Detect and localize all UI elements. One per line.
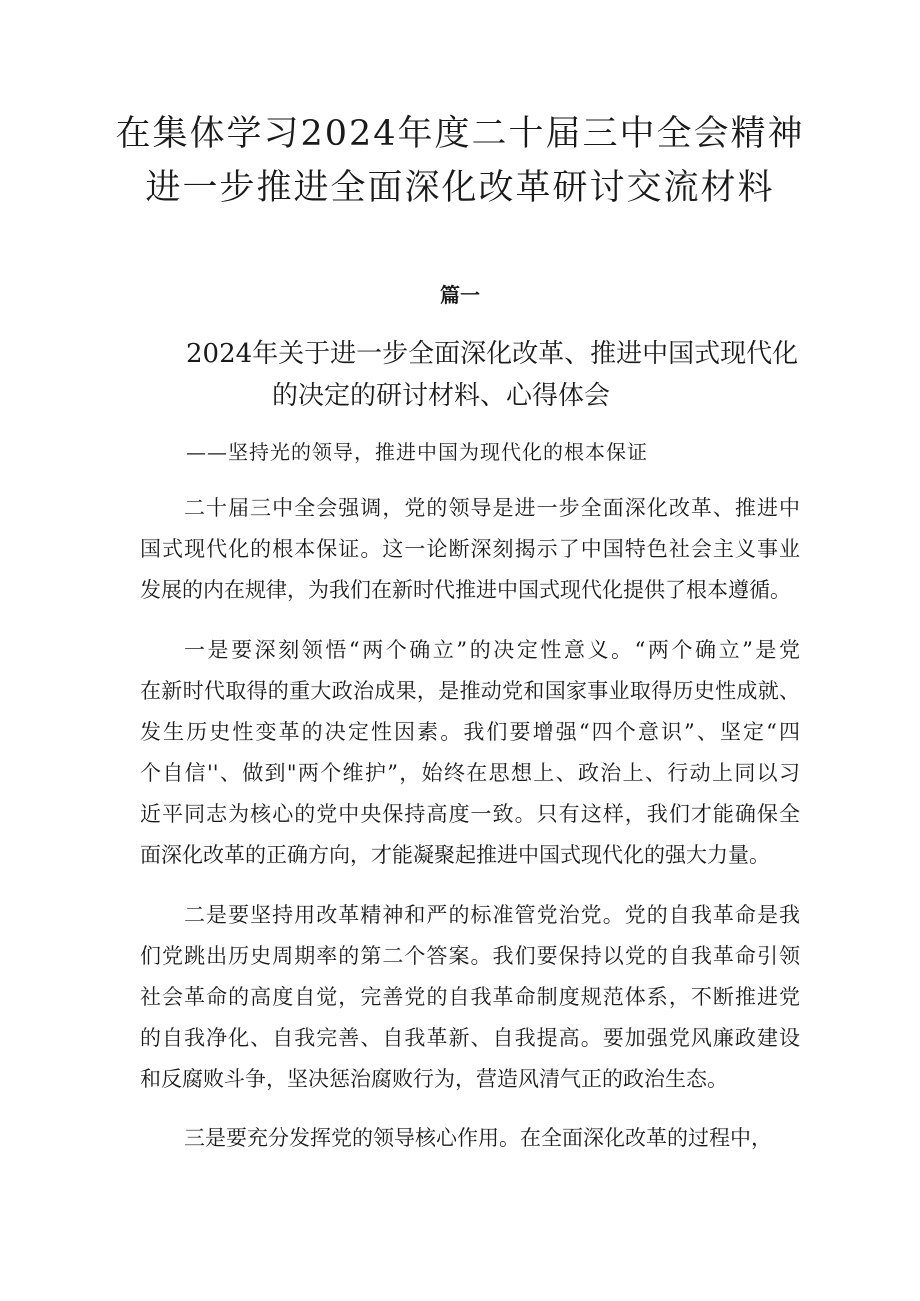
paragraph-line: 一是要深刻领悟“两个确立”的决定性意义。“两个确立”是党 [184,638,800,662]
paragraph-line: 社会革命的高度自觉，完善党的自我革命制度规范体系，不断推进党 [140,985,800,1009]
paragraph-line: 面深化改革的正确方向，才能凝聚起推进中国式现代化的强大力量。 [140,843,770,867]
paragraph-line: 和反腐败斗争，坚决惩治腐败行为，营造风清气正的政治生态。 [140,1067,728,1091]
paragraph-line: 二是要坚持用改革精神和严的标准管党治党。党的自我革命是我 [184,903,800,927]
paragraph-line: 发生历史性变革的决定性因素。我们要增强“四个意识”、坚定“四 [140,720,800,744]
paragraph-line: 二十届三中全会强调，党的领导是进一步全面深化改革、推进中 [184,496,800,520]
paragraph-4 [140,1118,800,1159]
paragraph-line: 国式现代化的根本保证。这一论断深刻揭示了中国特色社会主义事业 [140,537,800,561]
paragraph-line: 的自我净化、自我完善、自我革新、自我提高。要加强党风廉政建设 [140,1026,800,1050]
paragraph-3 [140,895,800,1100]
dash-heading: ——坚持光的领导，推进中国为现代化的根本保证 [186,440,648,464]
paragraph-line: 个自信''、做到"两个维护”，始终在思想上、政治上、行动上同以习 [140,761,800,785]
paragraph-line: 在新时代取得的重大政治成果，是推动党和国家事业取得历史性成就、 [140,679,800,703]
document-title-line-2: 进一步推进全面深化改革研讨交流材料 [145,168,775,208]
document-title-line-1: 在集体学习2024年度二十届三中全会精神 [115,114,805,154]
paragraph-line: 发展的内在规律，为我们在新时代推进中国式现代化提供了根本遵循。 [140,578,791,602]
paragraph-2 [140,630,800,876]
paragraph-line: 们党跳出历史周期率的第二个答案。我们要保持以党的自我革命引领 [140,944,800,968]
paragraph-line: 三是要充分发挥党的领导核心作用。在全面深化改革的过程中， [184,1126,772,1150]
section-label: 篇一 [440,283,480,307]
paragraph-1 [140,488,800,611]
subtitle-line-2: 的决定的研讨材料、心得体会 [272,381,611,411]
subtitle-line-1: 2024年关于进一步全面深化改革、推进中国式现代化 [186,339,799,369]
paragraph-line: 近平同志为核心的党中央保持高度一致。只有这样，我们才能确保全 [140,802,800,826]
